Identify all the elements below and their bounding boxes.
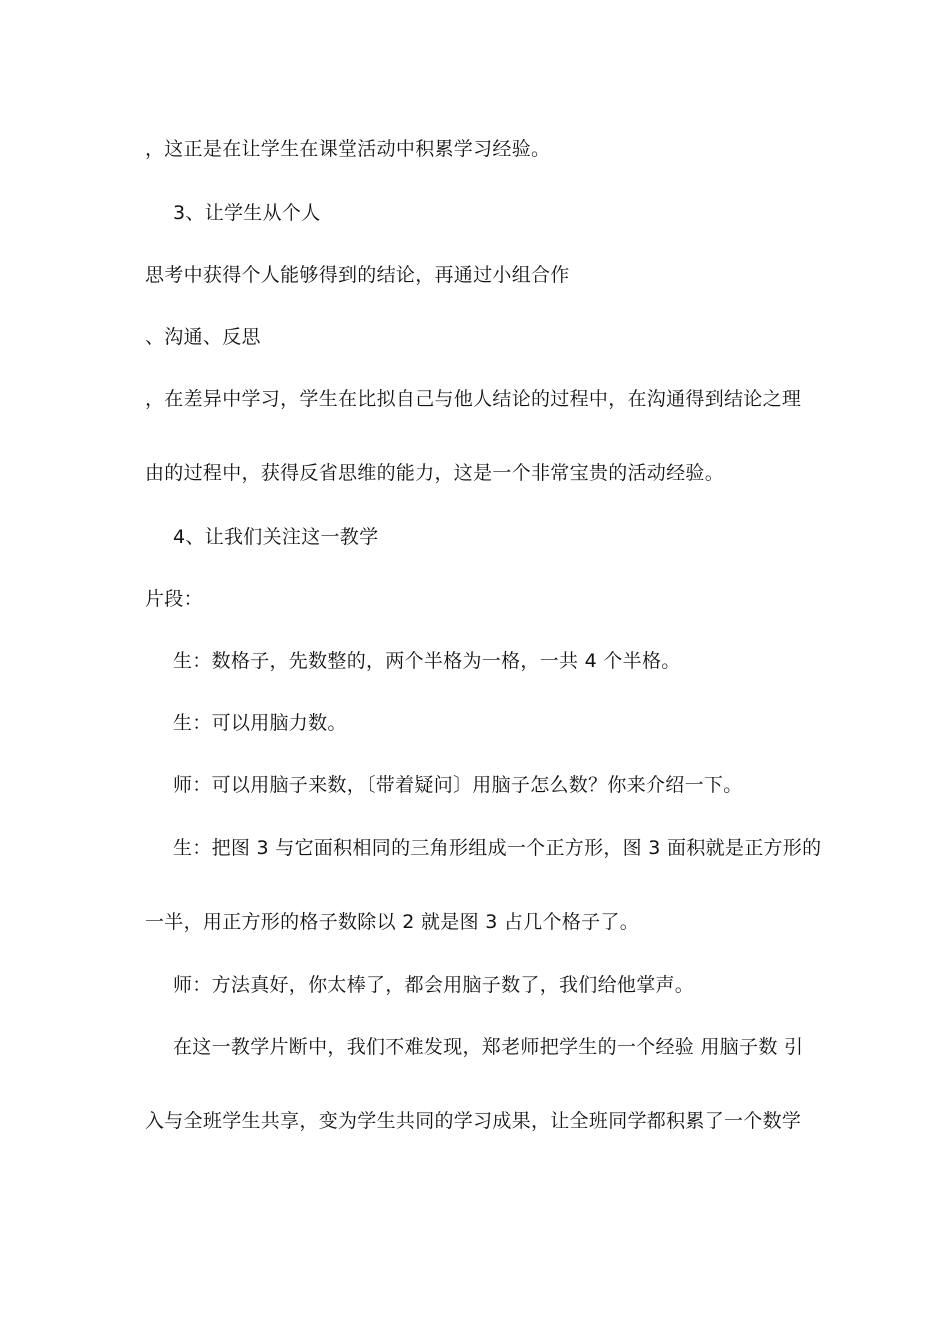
- dialogue-line: 生：数格子，先数整的，两个半格为一格，一共 4 个半格。: [173, 650, 681, 672]
- paragraph-line: ，在差异中学习，学生在比拟自己与他人结论的过程中，在沟通得到结论之理: [145, 388, 802, 410]
- paragraph-line: 一半，用正方形的格子数除以 2 就是图 3 占几个格子了。: [145, 911, 640, 933]
- dialogue-line: 生：可以用脑力数。: [173, 712, 347, 734]
- paragraph-line: 入与全班学生共享，变为学生共同的学习成果，让全班同学都积累了一个数学: [145, 1110, 802, 1132]
- section-heading: 4、让我们关注这一教学: [173, 526, 379, 548]
- paragraph-line: 由的过程中，获得反省思维的能力，这是一个非常宝贵的活动经验。: [145, 462, 725, 484]
- dialogue-line: 师：可以用脑子来数，〔带着疑问〕用脑子怎么数？你来介绍一下。: [173, 774, 743, 796]
- dialogue-line: 生：把图 3 与它面积相同的三角形组成一个正方形，图 3 面积就是正方形的: [173, 837, 822, 859]
- paragraph-line: 、沟通、反思: [145, 326, 261, 348]
- section-heading: 3、让学生从个人: [173, 202, 321, 224]
- paragraph-line: 片段：: [145, 588, 203, 610]
- paragraph-line: 在这一教学片断中，我们不难发现，郑老师把学生的一个经验 用脑子数 引: [173, 1036, 804, 1058]
- paragraph-line: ，这正是在让学生在课堂活动中积累学习经验。: [145, 138, 551, 160]
- dialogue-line: 师：方法真好，你太棒了，都会用脑子数了，我们给他掌声。: [173, 974, 695, 996]
- paragraph-line: 思考中获得个人能够得到的结论，再通过小组合作: [145, 264, 570, 286]
